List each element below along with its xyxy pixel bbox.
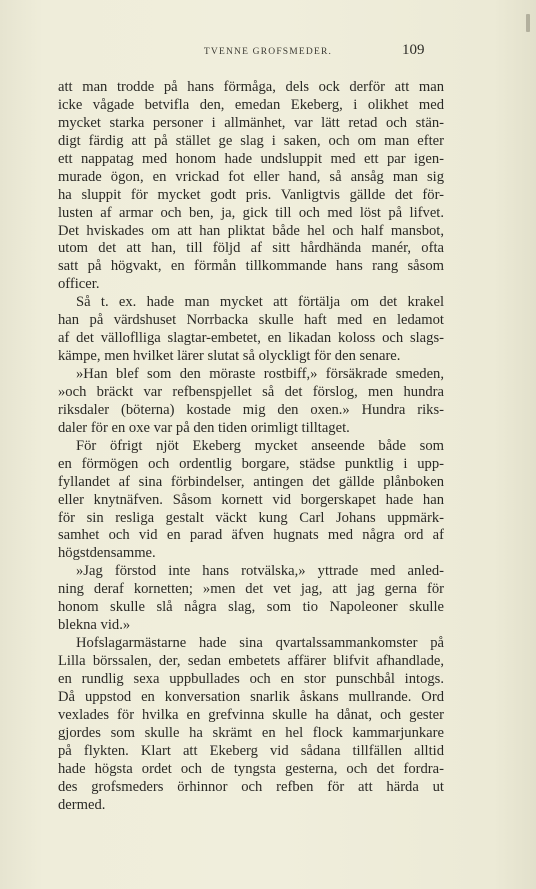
text-line: Lilla börssalen, der, sedan embetets affärer blifvit afhandlade, [58,653,444,669]
text-line: Då uppstod en konversation snarlik åskans mullrande. Ord [58,688,444,705]
text-line: vexlades för hvilka en grefvinna skulle ha dånat, och gester [58,706,444,723]
text-line: Det hviskades om att han pliktat både hel och half mansbot, [58,222,444,239]
text-line: blekna vid.» [58,617,131,634]
text-line: på flykten. Klart att Ekeberg vid sådana tillfällen alltid [58,742,444,759]
text-line: »Jag förstod inte hans rotvälska,» yttrade med anled- [76,563,444,580]
text-line: eller knytnäfven. Såsom kornett vid borgerskapet hade han [58,491,444,508]
text-line: officer. [58,276,100,293]
running-head: TVENNE GROFSMEDER. [203,47,333,57]
text-line: lusten af armar och ben, ja, gick till och med löst på lifvet. [58,204,444,221]
text-line: icke vågade betvifla den, emedan Ekeberg, i olikhet med [58,96,444,113]
text-line: »och bräckt var refbenspjellet så det förslog, men hundra [58,383,444,400]
text-line: dermed. [58,796,106,813]
text-line: en rundlig sexa uppbullades och en stor punschbål intogs. [58,670,444,687]
text-line: kämpe, men hvilket lärer slutat så olyckligt för den senare. [58,348,401,365]
text-line: För öfrigt njöt Ekeberg mycket anseende både som [76,437,444,454]
body-text [58,79,444,814]
text-line: satt på högvakt, en förmån tillkommande hans rang såsom [58,258,444,275]
text-line: högstdensamme. [58,545,156,562]
text-line: ha sluppit för mycket godt pris. Vanligtvis gällde det för- [58,186,444,203]
text-line: mycket starka personer i allmänhet, var lätt retad och stän- [58,114,444,131]
text-line: att man trodde på hans förmåga, dels ock derför att man [58,79,444,95]
text-line: af det välloflliga slagtar-embetet, en likadan koloss och slags- [58,330,444,347]
text-line: för sin resliga gestalt väckt kung Carl Johans uppmärk- [58,509,444,526]
text-line: murade ögon, en vrickad fot eller hand, så ansåg man sig [58,168,444,185]
text-line: hade högsta ordet och de tyngsta gesterna, och det fordra- [58,760,444,777]
text-line: han på värdshuset Norrbacka skulle haft med en ledamot [58,312,444,329]
text-line: daler för en oxe var på den tiden orimligt tilltaget. [58,419,350,436]
text-line: utom det att han, till följd af sitt hårdhända manér, ofta [58,240,444,257]
text-line: gjordes som skulle ha skrämt en hel flock kammarjunkare [58,724,444,741]
text-line: riksdaler (böterna) kostade mig den oxen.» Hundra riks- [58,401,444,418]
text-line: des grofsmeders örhinnor och refben för att härda ut [58,778,444,795]
text-line: en förmögen och ordentlig borgare, städse punktlig i upp- [58,455,444,472]
text-line: samhet och vid en parad äfven hugnats med några ord af [58,527,444,544]
text-line: Så t. ex. hade man mycket att förtälja om det krakel [76,294,444,311]
text-line: ning deraf kornetten; »men det vet jag, att jag gerna för [58,581,444,598]
text-line: honom skulle slå några slag, som tio Napoleoner skulle [58,599,444,616]
page-edge-mark [526,14,530,32]
text-line: »Han blef som den möraste rostbiff,» försäkrade smeden, [76,366,444,382]
text-line: Hofslagarmästarne hade sina qvartalssammankomster på [76,635,444,652]
text-line: digt färdig att på stället ge slag i saken, och om man efter [58,132,444,149]
text-line: fyllandet af sina förbindelser, antingen det gällde plånboken [58,473,444,490]
text-line: ett nappatag med honom hade undsluppit med ett par igen- [58,150,444,167]
page-number: 109 [402,42,425,58]
